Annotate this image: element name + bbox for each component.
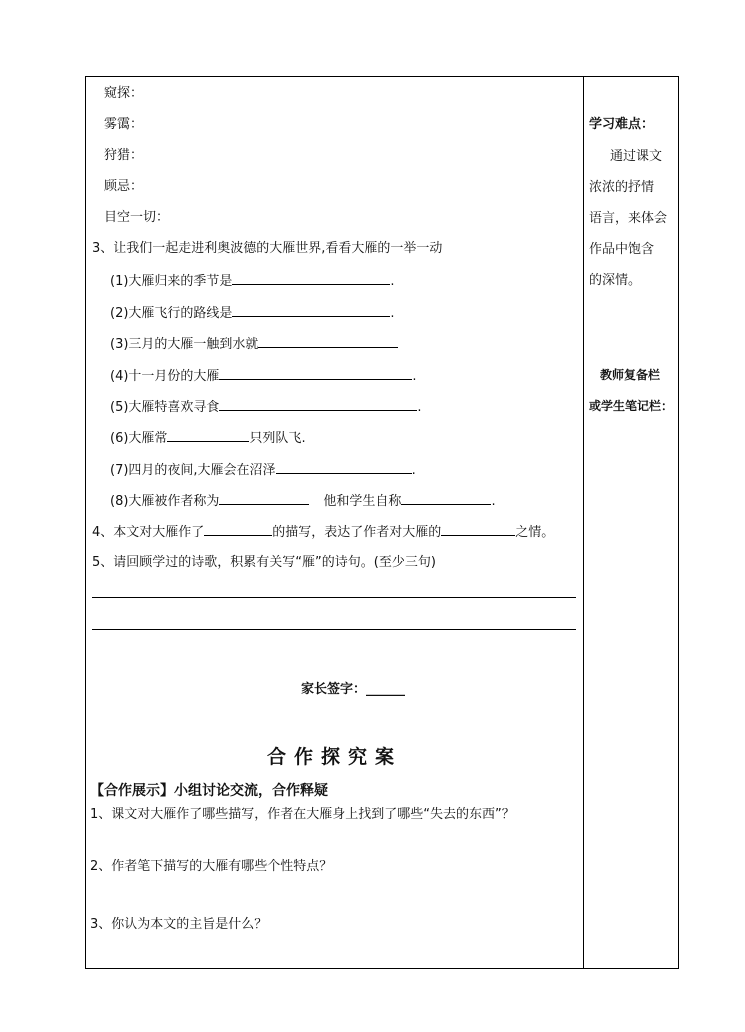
answer-line [92, 629, 576, 630]
coop-question-2: 2、作者笔下描写的大雁有哪些个性特点？ [90, 859, 333, 874]
q3-item-tail: . [390, 306, 395, 321]
q3-item-tail: . [390, 274, 395, 289]
teacher-notes-title: 教师复备栏 [600, 368, 661, 382]
answer-blank [167, 429, 249, 442]
q3-item-middle: 他和学生自称 [323, 494, 402, 509]
difficulty-line: 浓浓的抒情 [589, 180, 655, 195]
vocab-item: 顾忌： [104, 179, 144, 194]
q3-item-tail: . [491, 494, 496, 509]
q3-item-6 [110, 429, 306, 447]
difficulty-line: 语言，来体会 [589, 211, 668, 226]
answer-line [92, 597, 576, 598]
answer-blank [258, 335, 398, 348]
q3-item-tail: . [417, 400, 422, 415]
coop-heading [90, 780, 328, 800]
answer-blank [232, 304, 390, 317]
q3-item-7 [110, 461, 416, 479]
answer-blank [219, 492, 309, 505]
q3-item-label: (1)大雁归来的季节是 [110, 274, 233, 289]
q3-item-3 [110, 335, 398, 353]
q3-item-1 [110, 272, 395, 290]
answer-blank [276, 461, 412, 474]
q3-item-middle: 只列队飞 [249, 431, 302, 446]
q3-item-label: (4)十一月份的大雁 [110, 369, 220, 384]
q3-item-8 [110, 492, 496, 510]
vocab-item: 窥探： [104, 86, 144, 101]
q4-label: 4、本文对大雁作了 [92, 525, 205, 540]
q3-item-5 [110, 398, 422, 416]
q3-item-tail: . [411, 463, 416, 478]
q3-item-2 [110, 304, 395, 322]
difficulty-line: 通过课文 [610, 149, 663, 164]
question-3-intro: 3、让我们一起走进利奥波德的大雁世界,看看大雁的一举一动 [92, 241, 443, 256]
answer-blank [219, 367, 412, 380]
difficulty-title: 学习难点： [589, 117, 655, 132]
q3-item-tail: . [301, 431, 306, 446]
q3-item-label: (6)大雁常 [110, 431, 168, 446]
coop-question-1: 1、课文对大雁作了哪些描写，作者在大雁身上找到了哪些“失去的东西”？ [90, 807, 515, 822]
vocab-item: 雾霭： [104, 117, 144, 132]
q3-item-label: (5)大雁特喜欢寻食 [110, 400, 220, 415]
coop-question-3: 3、你认为本文的主旨是什么？ [90, 917, 268, 932]
answer-blank [232, 272, 390, 285]
vocab-item: 狩猎： [104, 148, 144, 163]
q3-item-label: (3)三月的大雁一触到水就 [110, 337, 259, 352]
question-4 [92, 523, 554, 541]
answer-blank [219, 398, 417, 411]
worksheet-table [85, 76, 679, 969]
parent-signature: 家长签字：______ [301, 682, 406, 697]
q3-item-4 [110, 367, 417, 385]
q3-item-label: (2)大雁飞行的路线是 [110, 306, 233, 321]
section-title: 合作探究案 [266, 746, 402, 768]
student-notes-title: 或学生笔记栏： [589, 399, 674, 413]
q4-middle: 的描写，表达了作者对大雁的 [272, 525, 442, 540]
answer-blank [204, 523, 272, 536]
answer-blank [401, 492, 491, 505]
q3-item-label: (8)大雁被作者称为 [110, 494, 220, 509]
difficulty-line: 作品中饱含 [589, 242, 655, 257]
coop-bracket-label: 【合作展示】 [90, 783, 174, 799]
q4-tail: 之情。 [515, 525, 555, 540]
answer-blank [441, 523, 515, 536]
vocab-item: 目空一切： [104, 210, 170, 225]
difficulty-line: 的深情。 [589, 273, 642, 288]
coop-heading-text: 小组讨论交流，合作释疑 [174, 783, 328, 799]
q3-item-tail: . [412, 369, 417, 384]
main-column [86, 77, 583, 968]
side-column [584, 77, 679, 968]
q3-item-label: (7)四月的夜间,大雁会在沼泽 [110, 463, 276, 478]
question-5: 5、请回顾学过的诗歌，积累有关写“雁”的诗句。(至少三句) [92, 555, 436, 570]
